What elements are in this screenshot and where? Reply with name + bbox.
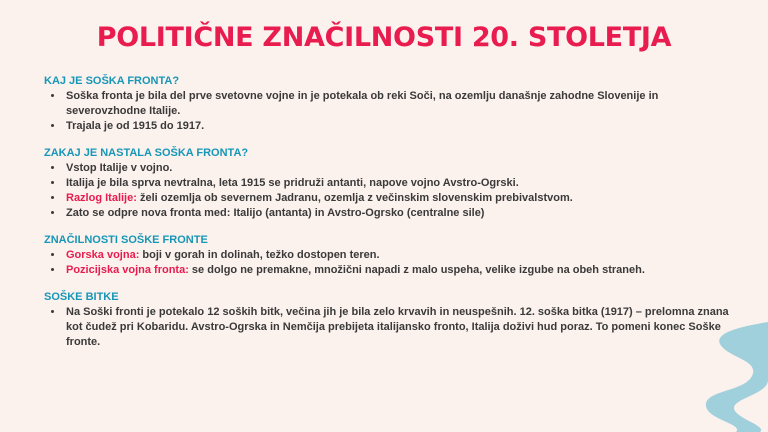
item-text: Na Soški fronti je potekalo 12 soških bitk, večina jih je bila zelo krvavih in neuspešnih. 12. soška bitka (1917) – prelomna znana kot čudež pri Kobaridu. Avstro-Ogrska in Nemčija prebijeta italijansko fronto, Italija doživi hud poraz. To pomeni konec Soške fronte. [66, 306, 729, 348]
item-text: želi ozemlja ob severnem Jadranu, ozemlja z večinskim slovenskim prebivalstvom. [136, 192, 573, 204]
list-item [64, 89, 734, 119]
list-item [64, 248, 734, 263]
section-heading: SOŠKE BITKE [44, 291, 119, 303]
bullet-list [44, 305, 734, 350]
river-shape [706, 322, 768, 432]
highlight-label: Razlog Italije: [66, 192, 137, 204]
section-what [44, 74, 734, 134]
section-heading: ZAKAJ JE NASTALA SOŠKA FRONTA? [44, 147, 249, 159]
list-item [64, 176, 734, 191]
bullet-list [44, 248, 734, 278]
item-text: boji v gorah in dolinah, težko dostopen teren. [139, 249, 380, 261]
item-text: Italija je bila sprva nevtralna, leta 1915 se pridruži antanti, napove vojno Avstro-Ogrski. [66, 177, 519, 189]
list-item [64, 161, 734, 176]
section-heading: ZNAČILNOSTI SOŠKE FRONTE [44, 234, 208, 246]
list-item [64, 305, 734, 350]
item-text: se dolgo ne premakne, množični napadi z malo uspeha, velike izgube na obeh straneh. [188, 264, 645, 276]
page-title: POLITIČNE ZNAČILNOSTI 20. STOLETJA [96, 22, 672, 53]
list-item [64, 206, 734, 221]
section-battles [44, 290, 734, 350]
highlight-label: Gorska vojna: [66, 249, 140, 261]
list-item [64, 119, 734, 134]
highlight-label: Pozicijska vojna fronta: [66, 264, 189, 276]
section-why [44, 146, 734, 221]
bullet-list [44, 89, 734, 134]
list-item [64, 191, 734, 206]
river-illustration [648, 320, 768, 432]
item-text: Trajala je od 1915 do 1917. [66, 120, 205, 132]
bullet-list [44, 161, 734, 221]
item-text: Zato se odpre nova fronta med: Italijo (antanta) in Avstro-Ogrsko (centralne sile) [66, 207, 485, 219]
section-heading: KAJ JE SOŠKA FRONTA? [44, 75, 180, 87]
content-area [44, 74, 734, 362]
item-text: Vstop Italije v vojno. [66, 162, 173, 174]
list-item [64, 263, 734, 278]
item-text: Soška fronta je bila del prve svetovne vojne in je potekala ob reki Soči, na ozemlju današnje zahodne Slovenije in severovzhodne Italije. [66, 90, 659, 117]
section-characteristics [44, 233, 734, 278]
